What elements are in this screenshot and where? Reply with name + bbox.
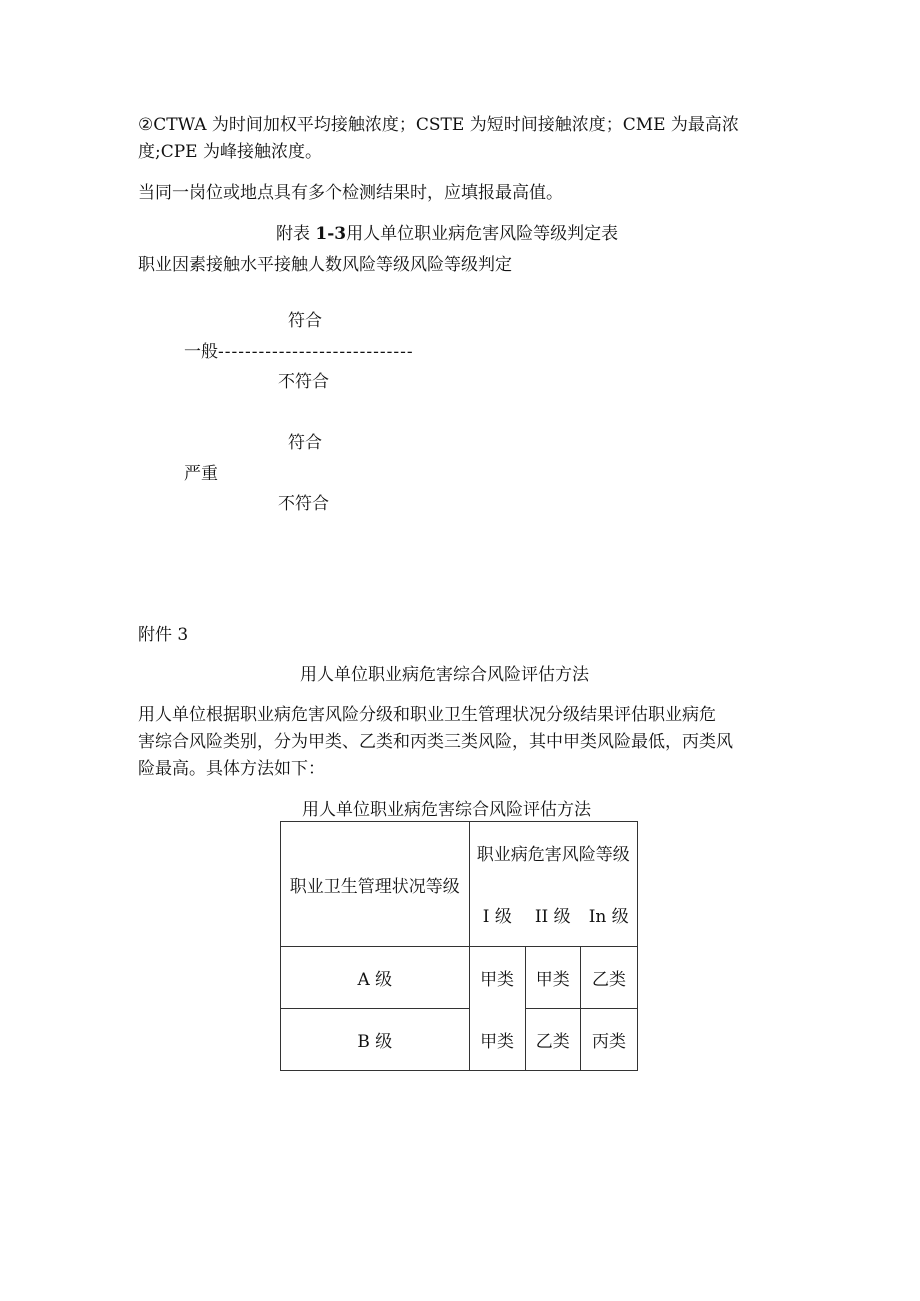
table-13-title-prefix: 附表 — [276, 224, 310, 244]
table-cell: 甲类 — [469, 1009, 525, 1071]
note-line-1: ②CTWA 为时间加权平均接触浓度；CSTE 为短时间接触浓度；CME 为最高浓 — [138, 115, 739, 135]
table-cell: 丙类 — [581, 1009, 638, 1071]
table-cell: 乙类 — [581, 947, 638, 1009]
serious-match: 符合 — [288, 433, 322, 453]
general-dashes: ----------------------------- — [218, 342, 414, 362]
row-header-cell: 职业卫生管理状况等级 — [281, 822, 470, 947]
table-row — [281, 947, 638, 1009]
appendix-3-heading: 用人单位职业病危害综合风险评估方法 — [300, 665, 589, 685]
risk-table-caption: 用人单位职业病危害综合风险评估方法 — [302, 800, 591, 820]
general-label: 一般 — [184, 342, 218, 362]
row-label: B 级 — [281, 1009, 470, 1071]
note-line-3: 当同一岗位或地点具有多个检测结果时，应填报最高值。 — [138, 183, 563, 203]
general-row — [184, 339, 414, 365]
row-label: A 级 — [281, 947, 470, 1009]
appendix-3-label: 附件 3 — [138, 625, 189, 645]
paragraph-line-2: 害综合风险类别，分为甲类、乙类和丙类三类风险，其中甲类风险最低，丙类风 — [138, 732, 733, 752]
appendix-3-paragraph — [138, 702, 788, 783]
table-cell: 乙类 — [525, 1009, 580, 1071]
serious-not-match: 不符合 — [278, 494, 329, 514]
col-header-2: II 级 — [525, 884, 580, 947]
note-line-2: 度;CPE 为峰接触浓度。 — [138, 142, 322, 162]
risk-table — [280, 821, 638, 1071]
table-row — [281, 1009, 638, 1071]
table-13-title-number: 1-3 — [315, 224, 347, 244]
serious-label: 严重 — [184, 464, 218, 484]
paragraph-line-1: 用人单位根据职业病危害风险分级和职业卫生管理状况分级结果评估职业病危 — [138, 705, 716, 725]
table-13-title — [276, 221, 618, 247]
general-not-match: 不符合 — [278, 372, 329, 392]
table-cell: 甲类 — [469, 947, 525, 1009]
table-cell: 甲类 — [525, 947, 580, 1009]
col-header-3: In 级 — [581, 884, 638, 947]
table-13-title-rest: 用人单位职业病危害风险等级判定表 — [346, 224, 619, 244]
col-header-1: I 级 — [469, 884, 525, 947]
general-match: 符合 — [288, 311, 322, 331]
col-group-header: 职业病危害风险等级 — [469, 822, 637, 884]
paragraph-line-3: 险最高。具体方法如下： — [138, 759, 325, 779]
table-13-header: 职业因素接触水平接触人数风险等级风险等级判定 — [138, 255, 512, 275]
